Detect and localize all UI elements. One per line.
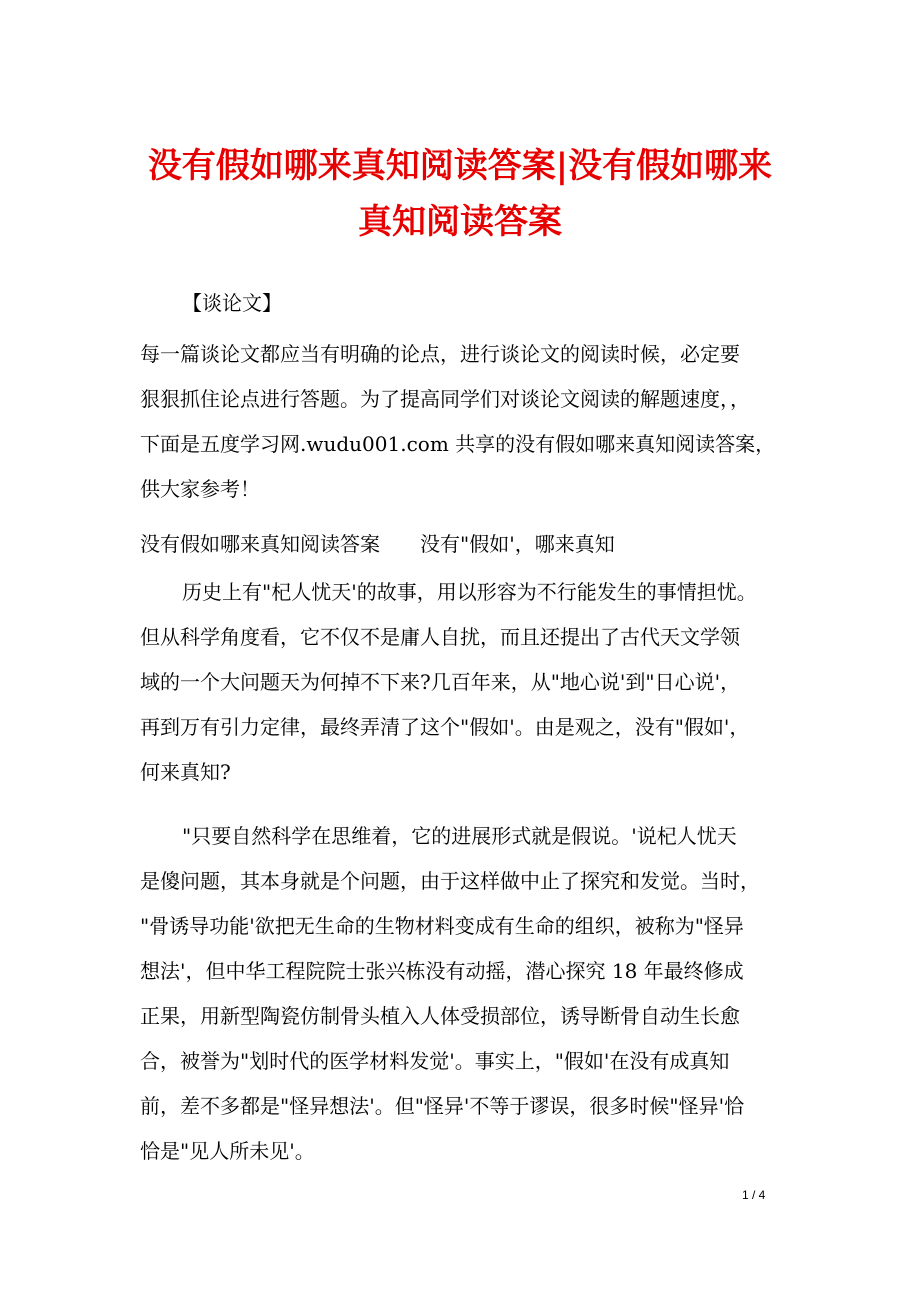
paragraph-1-line: 何来真知?	[140, 760, 231, 784]
intro-paragraph	[140, 336, 800, 516]
paragraph-2-line: 是傻问题，其本身就是个问题，由于这样做中止了探究和发觉。当时，	[140, 869, 760, 893]
document-title	[100, 138, 820, 250]
paragraph-2-line: 前，差不多都是"怪异想法'。但"怪异'不等于谬误，很多时候"怪异'恰	[140, 1094, 745, 1118]
paragraph-1-line: 但从科学角度看，它不仅不是庸人自扰，而且还提出了古代天文学领	[140, 625, 740, 649]
intro-line: 供大家参考！	[140, 477, 260, 501]
paragraph-2	[140, 818, 800, 1178]
paragraph-2-line: 恰是"见人所未见'。	[140, 1139, 315, 1163]
intro-line: 每一篇谈论文都应当有明确的论点，进行谈论文的阅读时候，必定要	[140, 342, 740, 366]
paragraph-1-line: 再到万有引力定律，最终弄清了这个"假如'。由是观之，没有"假如'，	[140, 715, 750, 739]
paragraph-1-line: 历史上有"杞人忧天'的故事，用以形容为不行能发生的事情担忧。	[182, 580, 757, 604]
paragraph-2-line: "只要自然科学在思维着，它的进展形式就是假说。'说杞人忧天	[182, 824, 737, 848]
page-number: 1 / 4	[742, 1188, 766, 1202]
paragraph-2-line: 想法'，但中华工程院院士张兴栋没有动摇，潜心探究 18 年最终修成	[140, 959, 744, 983]
section-label: 【谈论文】	[182, 291, 282, 315]
heading-line	[140, 526, 800, 571]
paragraph-2-line: "骨诱导功能'欲把无生命的生物材料变成有生命的组织，被称为"怪异	[140, 914, 744, 938]
title-line-1: 没有假如哪来真知阅读答案|没有假如哪来	[147, 146, 773, 186]
intro-line: 下面是五度学习网.wudu001.com 共享的没有假如哪来真知阅读答案，	[140, 432, 776, 456]
article-heading: 没有假如哪来真知阅读答案 没有"假如'，哪来真知	[140, 532, 615, 556]
paragraph-2-line: 正果，用新型陶瓷仿制骨头植入人体受损部位，诱导断骨自动生长愈	[140, 1004, 740, 1028]
title-line-2: 真知阅读答案	[358, 202, 562, 242]
paragraph-1-line: 域的一个大问题天为何掉不下来?几百年来，从"地心说'到"日心说'，	[140, 670, 741, 694]
paragraph-1	[140, 574, 800, 799]
paragraph-2-line: 合，被誉为"划时代的医学材料发觉'。事实上，"假如'在没有成真知	[140, 1049, 730, 1073]
intro-line: 狠狠抓住论点进行答题。为了提高同学们对谈论文阅读的解题速度，，	[140, 387, 750, 411]
